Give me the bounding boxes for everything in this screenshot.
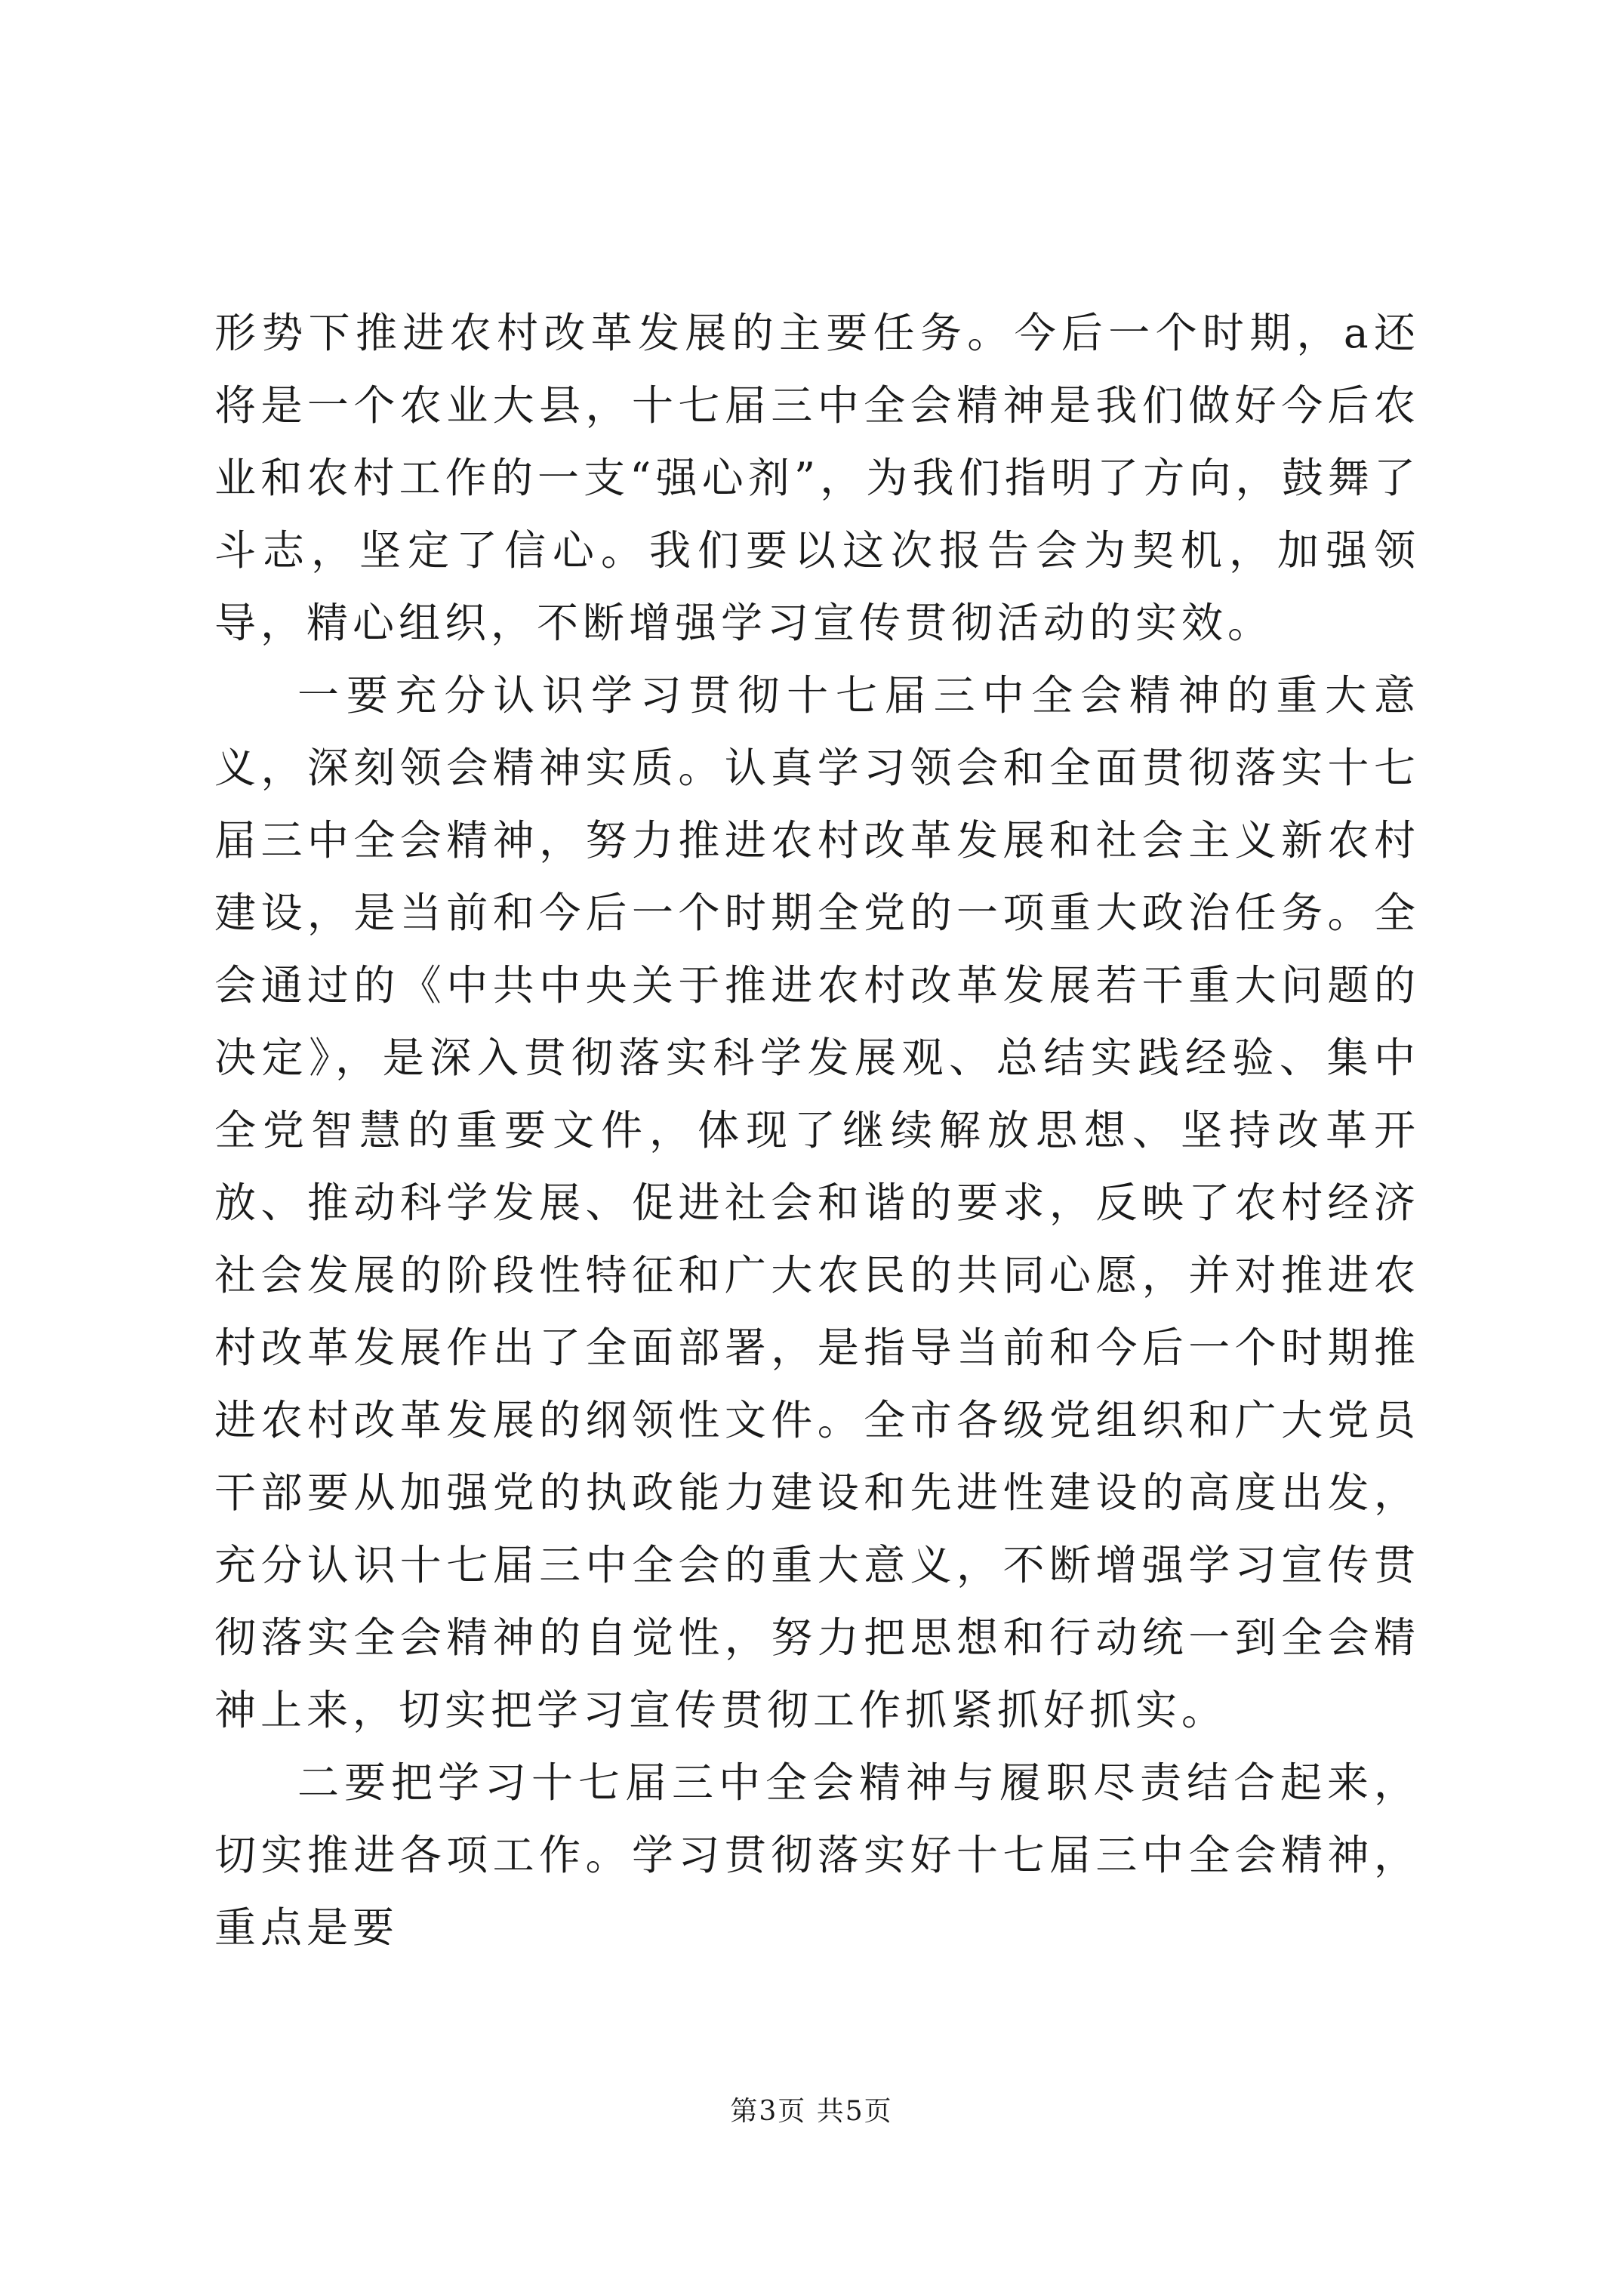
paragraph-point-two: 二要把学习十七届三中全会精神与履职尽责结合起来，切实推进各项工作。学习贯彻落实好十七届三中全会精神，重点是要 — [214, 1758, 1420, 1952]
paragraph-point-one: 一要充分认识学习贯彻十七届三中全会精神的重大意义，深刻领会精神实质。认真学习领会和全面贯彻落实十七届三中全会精神，努力推进农村改革发展和社会主义新农村建设，是当前和今后一个时期全党的一项重大政治任务。全会通过的《中共中央关于推进农村改革发展若干重大问题的决定》，是深入贯彻落实科学发展观、总结实践经验、集中全党智慧的重要文件，体现了继续解放思想、坚持改革开放、推动科学发展、促进社会和谐的要求，反映了农村经济社会发展的阶段性特征和广大农民的共同心愿，并对推进农村改革发展作出了全面部署，是指导当前和今后一个时期推进农村改革发展的纲领性文件。全市各级党组织和广大党员干部要从加强党的执政能力建设和先进性建设的高度出发，充分认识十七届三中全会的重大意义，不断增强学习宣传贯彻落实全会精神的自觉性，努力把思想和行动统一到全会精神上来，切实把学习宣传贯彻工作抓紧抓好抓实。 — [214, 671, 1420, 1734]
document-body — [214, 297, 1420, 1964]
page-number-footer: 第3页 共5页 — [730, 2096, 893, 2127]
paragraph-continued: 形势下推进农村改革发展的主要任务。今后一个时期，a还将是一个农业大县，十七届三中全会精神是我们做好今后农业和农村工作的一支“强心剂”，为我们指明了方向，鼓舞了斗志，坚定了信心。我们要以这次报告会为契机，加强领导，精心组织，不断增强学习宣传贯彻活动的实效。 — [214, 309, 1420, 647]
